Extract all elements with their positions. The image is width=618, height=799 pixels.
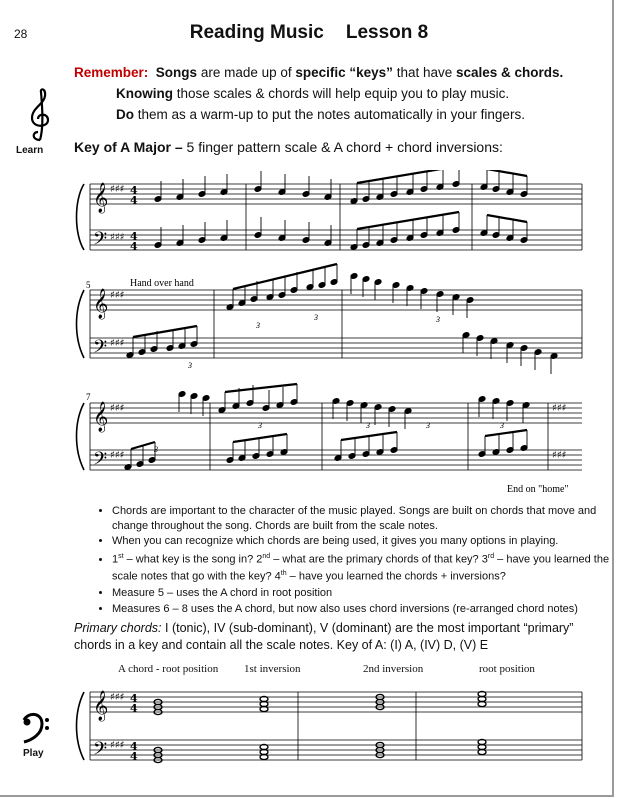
svg-text:𝄞: 𝄞 <box>93 691 109 721</box>
triplet-mark: 3 <box>314 313 318 322</box>
svg-text:♯♯♯: ♯♯♯ <box>110 338 125 349</box>
beam <box>487 215 527 222</box>
bass-clef-icon <box>20 712 50 746</box>
beam <box>225 384 297 392</box>
svg-text:4: 4 <box>130 692 138 705</box>
title-lesson: Lesson 8 <box>345 22 429 43</box>
list-item: • 1st – what key is the song in? 2nd – what are the primary chords of that key? 3rd – have you learned the scale notes that go with the key? 4th – have you learned the chords + inversions? <box>112 550 612 585</box>
triplet-mark: 3 <box>436 315 440 324</box>
chord-label-root: A chord - root position <box>118 663 219 675</box>
remember-block <box>74 62 563 125</box>
svg-text:𝄞: 𝄞 <box>93 289 109 319</box>
svg-text:4: 4 <box>130 230 138 243</box>
primary-chords-text: Primary chords: I (tonic), IV (sub-dominant), V (dominant) are the most important “primary” chords in a key and contain all the scale notes. Key of A: (I) A, (IV) D, (V) E <box>74 621 574 652</box>
triplet-mark: 3 <box>154 445 158 454</box>
music-notes <box>124 170 558 470</box>
svg-text:𝄞: 𝄞 <box>93 402 109 432</box>
svg-text:4: 4 <box>130 740 138 753</box>
chord-label-2nd-inversion: 2nd inversion <box>363 663 424 675</box>
end-on-home-label: End on "home" <box>507 484 569 495</box>
play-label: Play <box>23 748 44 759</box>
svg-text:𝄢: 𝄢 <box>93 739 108 764</box>
triplet-mark: 3 <box>426 421 430 430</box>
svg-text:♯♯♯: ♯♯♯ <box>552 450 567 461</box>
remember-line-2: Knowing those scales & chords will help equip you to play music. <box>116 86 510 101</box>
triplet-mark: 3 <box>256 321 260 330</box>
svg-text:♯♯♯: ♯♯♯ <box>110 740 125 751</box>
svg-text:♯♯♯: ♯♯♯ <box>110 184 125 195</box>
svg-text:𝄞: 𝄞 <box>93 183 109 213</box>
treble-clef-icon <box>26 86 54 142</box>
triplet-mark: 3 <box>500 421 504 430</box>
svg-text:♯♯♯: ♯♯♯ <box>110 692 125 703</box>
svg-text:♯♯♯: ♯♯♯ <box>110 403 125 414</box>
list-item: • When you can recognize which chords are being used, it gives you many options in playing. <box>112 534 612 549</box>
beam <box>357 212 459 229</box>
svg-text:♯♯♯: ♯♯♯ <box>110 232 125 243</box>
svg-text:𝄢: 𝄢 <box>93 229 108 254</box>
measure-number-5: 5 <box>86 280 91 290</box>
list-item: • Measure 5 – uses the A chord in root position <box>112 586 612 601</box>
svg-text:4: 4 <box>130 702 138 715</box>
svg-text:4: 4 <box>130 194 138 207</box>
svg-text:♯♯♯: ♯♯♯ <box>552 403 567 414</box>
svg-text:♯♯♯: ♯♯♯ <box>110 290 125 301</box>
remember-line-3: Do them as a warm-up to put the notes automatically in your fingers. <box>116 107 525 122</box>
key-heading: Key of A Major – 5 finger pattern scale & A chord + chord inversions: <box>74 139 503 155</box>
list-item: • Measures 6 – 8 uses the A chord, but now also uses chord inversions (re-arranged chord notes) <box>112 602 612 617</box>
chord-staff <box>70 680 590 780</box>
beam <box>487 170 527 176</box>
page-title <box>0 22 618 44</box>
remember-line-1: Remember: Songs are made up of specific “keys” that have scales & chords. <box>74 65 564 80</box>
svg-text:𝄢: 𝄢 <box>93 337 108 362</box>
beam <box>233 434 287 442</box>
list-item: • Chords are important to the character of the music played. Songs are built on chords that move and change throughout the song. Chords are built from the scale notes. <box>112 504 612 533</box>
chord-label-1st-inversion: 1st inversion <box>244 663 301 675</box>
learn-label: Learn <box>16 145 44 156</box>
sheet-music <box>70 170 590 500</box>
svg-text:4: 4 <box>130 750 138 763</box>
page-number: 28 <box>14 27 28 41</box>
svg-text:4: 4 <box>130 240 138 253</box>
svg-text:𝄢: 𝄢 <box>93 449 108 474</box>
beam <box>485 430 527 436</box>
hand-over-hand-label: Hand over hand <box>130 278 194 289</box>
beam <box>133 326 197 337</box>
triplet-mark: 3 <box>188 361 192 370</box>
beam <box>357 170 459 183</box>
triplet-mark: 3 <box>258 421 262 430</box>
svg-text:4: 4 <box>130 184 138 197</box>
svg-text:♯♯♯: ♯♯♯ <box>110 450 125 461</box>
bullet-list <box>90 504 612 617</box>
chord-label-root-position: root position <box>479 663 535 675</box>
remember-label: Remember: <box>74 65 149 80</box>
title-reading-music: Reading Music <box>189 22 324 43</box>
triplet-mark: 3 <box>366 421 370 430</box>
measure-number-7: 7 <box>86 392 91 402</box>
triplet-markings <box>153 313 504 454</box>
